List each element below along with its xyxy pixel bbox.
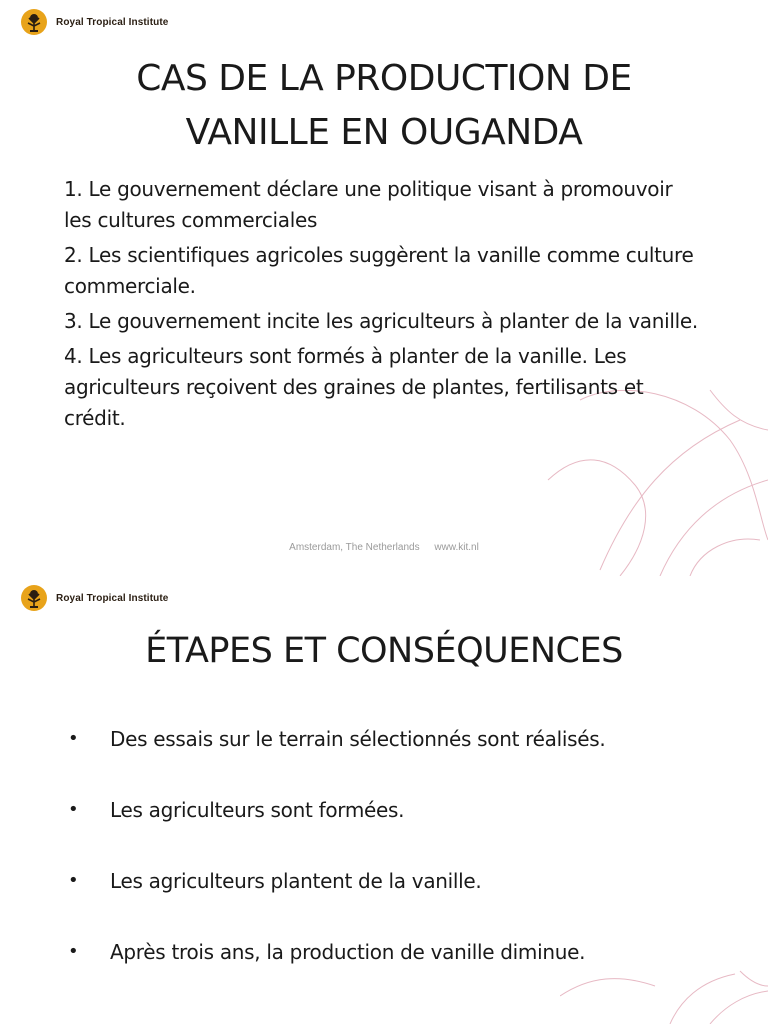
bullet-icon: • <box>68 941 79 962</box>
brand-name: Royal Tropical Institute <box>56 16 169 28</box>
slide-1-title-line-1: CAS DE LA PRODUCTION DE <box>136 58 632 99</box>
bullet-icon: • <box>68 728 79 749</box>
footer-location: Amsterdam, The Netherlands <box>289 542 420 553</box>
bullet-text: Après trois ans, la production de vanille diminue. <box>110 940 586 964</box>
list-item: 2. Les scientifiques agricoles suggèrent la vanille comme culture commerciale. <box>64 243 694 298</box>
list-item: 3. Le gouvernement incite les agriculteurs à planter de la vanille. <box>64 309 698 333</box>
slide-2 <box>0 576 768 1024</box>
bullet-icon: • <box>68 870 79 891</box>
list-item: 4. Les agriculteurs sont formés à planter de la vanille. Les agriculteurs reçoivent des graines de plantes, fertilisants et crédit. <box>64 344 644 430</box>
brand-logo <box>20 584 168 612</box>
footer-url-link[interactable]: www.kit.nl <box>434 542 479 553</box>
list-item <box>68 866 728 937</box>
brand-name: Royal Tropical Institute <box>56 592 169 604</box>
list-item <box>68 724 728 795</box>
consequences-list <box>68 724 728 1008</box>
brand-logo <box>20 8 168 36</box>
steps-list <box>64 174 704 438</box>
slide-2-title: ÉTAPES ET CONSÉQUENCES <box>145 631 623 671</box>
slide-footer <box>0 542 768 553</box>
bullet-text: Des essais sur le terrain sélectionnés sont réalisés. <box>110 727 606 751</box>
list-item <box>68 937 728 1008</box>
slide-1-title <box>0 52 768 160</box>
bullet-icon: • <box>68 799 79 820</box>
bullet-text: Les agriculteurs plantent de la vanille. <box>110 869 482 893</box>
list-item <box>68 795 728 866</box>
bullet-text: Les agriculteurs sont formées. <box>110 798 405 822</box>
list-item: 1. Le gouvernement déclare une politique visant à promouvoir les cultures commerciales <box>64 177 673 232</box>
tree-emblem-icon <box>20 8 48 36</box>
slide-1-title-line-2: VANILLE EN OUGANDA <box>185 112 583 153</box>
tree-emblem-icon <box>20 584 48 612</box>
